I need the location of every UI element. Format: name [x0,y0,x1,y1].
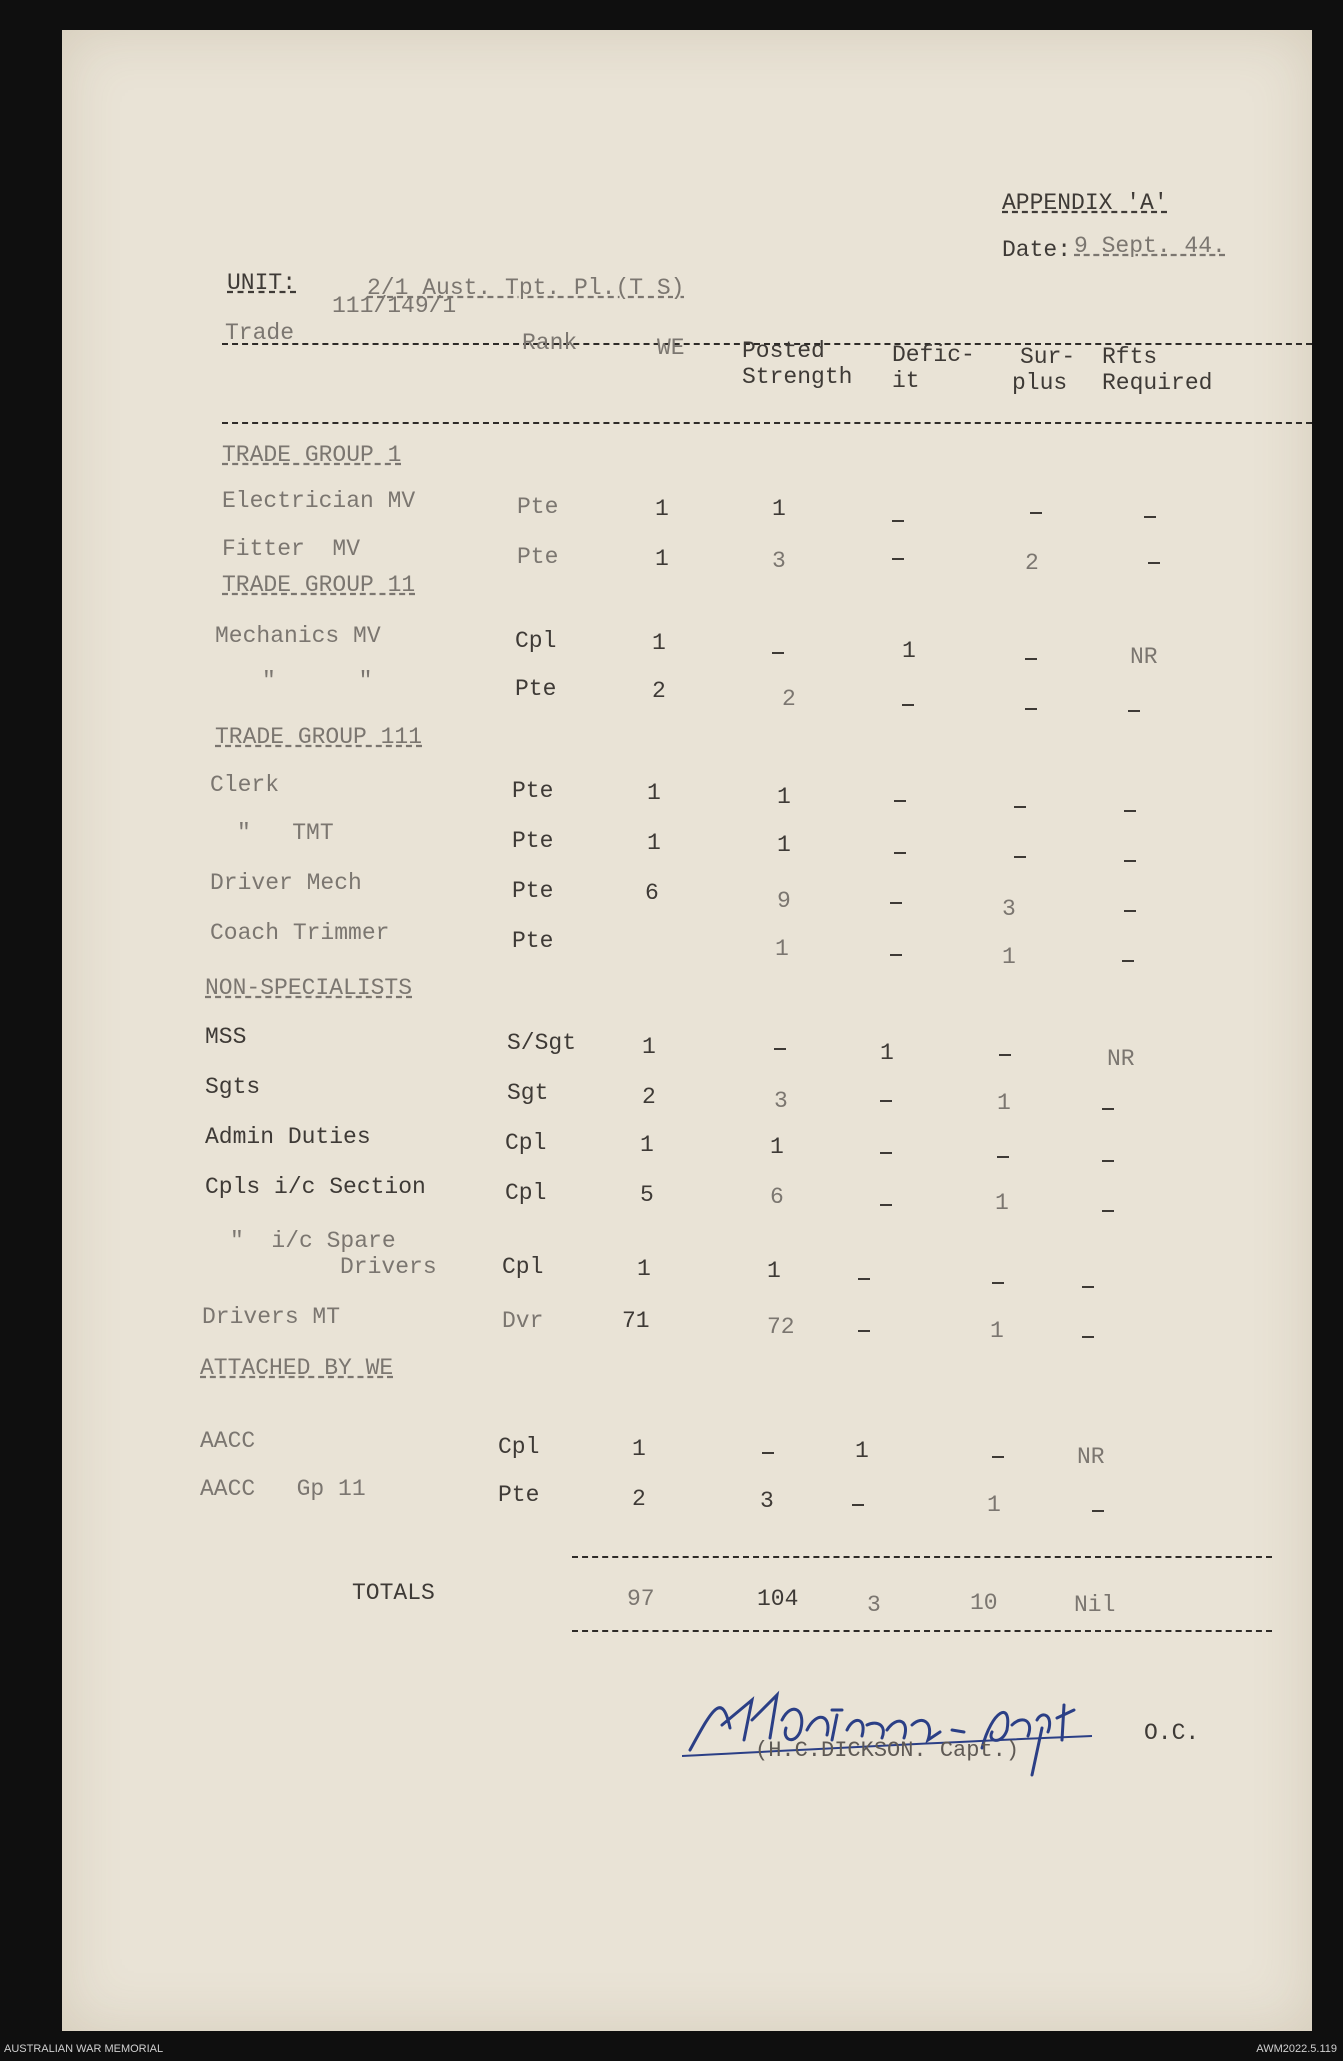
row-13-surplus [992,1282,1004,1284]
row-15-we: 1 [632,1436,646,1462]
row-16-rank: Pte [498,1482,540,1508]
row-13-deficit [858,1278,870,1280]
row-14-we: 71 [622,1308,650,1334]
col-header-we: WE [657,335,685,361]
footer-left: AUSTRALIAN WAR MEMORIAL [4,2043,164,2055]
row-8-deficit [890,954,902,956]
totals-we: 97 [627,1586,655,1612]
row-9-rfts: NR [1107,1046,1135,1072]
row-2-rfts [1148,562,1160,564]
row-5-rank: Pte [512,778,554,804]
row-12-deficit [880,1204,892,1206]
row-8-rank: Pte [512,928,554,954]
group-heading-2: TRADE GROUP 11 [222,572,416,598]
row-2-surplus: 2 [1025,550,1039,576]
group-heading-4: NON-SPECIALISTS [205,975,413,1001]
row-14-deficit [858,1330,870,1332]
row-5-posted: 1 [777,784,791,810]
row-5-deficit [894,800,906,802]
row-10-surplus: 1 [997,1090,1011,1116]
row-14-trade: Drivers MT [202,1304,341,1330]
row-1-rank: Pte [517,494,559,520]
row-6-we: 1 [647,830,661,856]
row-11-rank: Cpl [505,1130,547,1156]
col-header-deficit-1: Defic- [892,342,975,368]
row-9-trade: MSS [205,1024,247,1050]
row-3-rfts: NR [1130,644,1158,670]
row-1-posted: 1 [772,496,786,522]
row-2-rank: Pte [517,544,559,570]
row-7-rank: Pte [512,878,554,904]
col-header-posted-2: Strength [742,364,853,390]
row-13-we: 1 [637,1256,651,1282]
row-7-we: 6 [645,880,659,906]
row-1-trade: Electrician MV [222,488,416,514]
row-12-rank: Cpl [505,1180,547,1206]
appendix-heading: APPENDIX 'A' [1002,190,1168,216]
header-bottom-rule [222,422,1312,424]
row-7-deficit [890,902,902,904]
row-11-trade: Admin Duties [205,1124,371,1150]
col-header-rank: Rank [522,330,578,356]
row-15-deficit: 1 [855,1438,869,1464]
row-10-we: 2 [642,1084,656,1110]
col-header-rfts-1: Rfts [1102,344,1158,370]
row-5-surplus [1014,806,1026,808]
row-2-deficit [892,558,904,560]
row-4-we: 2 [652,678,666,704]
row-4-rfts [1128,710,1140,712]
totals-label: TOTALS [352,1580,435,1606]
row-1-rfts [1144,516,1156,518]
row-8-trade: Coach Trimmer [210,920,390,946]
row-6-deficit [894,852,906,854]
row-5-trade: Clerk [210,772,280,798]
date-value: 9 Sept. 44. [1074,233,1226,259]
unit-reference: 111/149/1 [332,293,457,319]
unit-label: UNIT: [227,270,297,296]
row-6-trade: " TMT [237,820,334,846]
row-8-rfts [1122,960,1134,962]
row-9-rank: S/Sgt [507,1030,577,1056]
row-7-posted: 9 [777,888,791,914]
row-8-posted: 1 [775,936,789,962]
row-16-posted: 3 [760,1488,774,1514]
row-12-trade: Cpls i/c Section [205,1174,426,1200]
totals-bottom-rule [572,1630,1272,1632]
row-13-trade-line-1: " i/c Spare [230,1228,396,1254]
row-11-rfts [1102,1160,1114,1162]
totals-deficit: 3 [867,1592,881,1618]
col-header-deficit-2: it [892,368,920,394]
row-16-trade: AACC Gp 11 [200,1476,366,1502]
row-12-rfts [1102,1210,1114,1212]
row-8-surplus: 1 [1002,944,1016,970]
row-2-we: 1 [655,546,669,572]
row-1-we: 1 [655,496,669,522]
signature-typed-name: (H.C.DICKSON. Capt.) [755,1738,1020,1763]
totals-posted: 104 [757,1586,799,1612]
row-15-rfts: NR [1077,1444,1105,1470]
row-5-rfts [1124,810,1136,812]
row-4-trade: " " [262,668,373,694]
row-4-surplus [1025,708,1037,710]
row-3-we: 1 [652,630,666,656]
row-7-trade: Driver Mech [210,870,362,896]
group-heading-1: TRADE GROUP 1 [222,442,402,468]
row-3-surplus [1025,658,1037,660]
row-12-we: 5 [640,1182,654,1208]
row-9-posted [774,1048,786,1050]
row-13-rfts [1082,1286,1094,1288]
row-6-surplus [1014,856,1026,858]
row-14-rank: Dvr [502,1308,544,1334]
row-6-posted: 1 [777,832,791,858]
row-2-posted: 3 [772,548,786,574]
row-1-surplus [1030,512,1042,514]
row-13-rank: Cpl [502,1254,544,1280]
row-14-posted: 72 [767,1314,795,1340]
row-9-we: 1 [642,1034,656,1060]
row-3-posted [772,652,784,654]
totals-surplus: 10 [970,1590,998,1616]
row-15-trade: AACC [200,1428,256,1454]
row-16-rfts [1092,1510,1104,1512]
handwritten-signature [682,1670,1102,1780]
row-16-deficit [852,1504,864,1506]
row-9-surplus [999,1054,1011,1056]
col-header-surplus-2: plus [1012,370,1068,396]
row-3-trade: Mechanics MV [215,623,381,649]
document-page [62,30,1312,2031]
group-heading-3: TRADE GROUP 111 [215,724,423,750]
unit-value: 2/1 Aust. Tpt. Pl.(T S) [367,275,685,301]
row-4-posted: 2 [782,686,796,712]
totals-rfts: Nil [1074,1592,1116,1618]
row-4-rank: Pte [515,676,557,702]
col-header-surplus-1: Sur- [1020,344,1076,370]
row-16-surplus: 1 [987,1492,1001,1518]
row-13-posted: 1 [767,1258,781,1284]
row-10-rank: Sgt [507,1080,549,1106]
row-2-trade: Fitter MV [222,536,361,562]
col-header-posted-1: Posted [742,338,825,364]
row-4-deficit [902,704,914,706]
col-header-rfts-2: Required [1102,370,1213,396]
row-13-trade-line-2: Drivers [340,1254,437,1280]
row-3-deficit: 1 [902,638,916,664]
row-3-rank: Cpl [515,628,557,654]
row-16-we: 2 [632,1486,646,1512]
row-11-deficit [880,1152,892,1154]
row-15-posted [762,1452,774,1454]
row-15-surplus [992,1456,1004,1458]
totals-top-rule [572,1556,1272,1558]
date-label: Date: [1002,237,1072,263]
row-7-rfts [1124,910,1136,912]
group-heading-5: ATTACHED BY WE [200,1355,394,1381]
row-6-rfts [1124,860,1136,862]
row-14-surplus: 1 [990,1318,1004,1344]
footer-right: AWM2022.5.119 [1256,2043,1337,2055]
row-6-rank: Pte [512,828,554,854]
row-10-trade: Sgts [205,1074,261,1100]
row-14-rfts [1082,1336,1094,1338]
row-11-surplus [997,1156,1009,1158]
row-1-deficit [892,520,904,522]
row-11-we: 1 [640,1132,654,1158]
row-5-we: 1 [647,780,661,806]
row-7-surplus: 3 [1002,896,1016,922]
row-9-deficit: 1 [880,1040,894,1066]
row-15-rank: Cpl [498,1434,540,1460]
col-header-trade: Trade [225,320,295,346]
row-12-posted: 6 [770,1184,784,1210]
row-10-rfts [1102,1108,1114,1110]
row-10-deficit [880,1100,892,1102]
row-11-posted: 1 [770,1134,784,1160]
signature-role: O.C. [1144,1720,1200,1746]
row-10-posted: 3 [774,1088,788,1114]
row-12-surplus: 1 [995,1190,1009,1216]
